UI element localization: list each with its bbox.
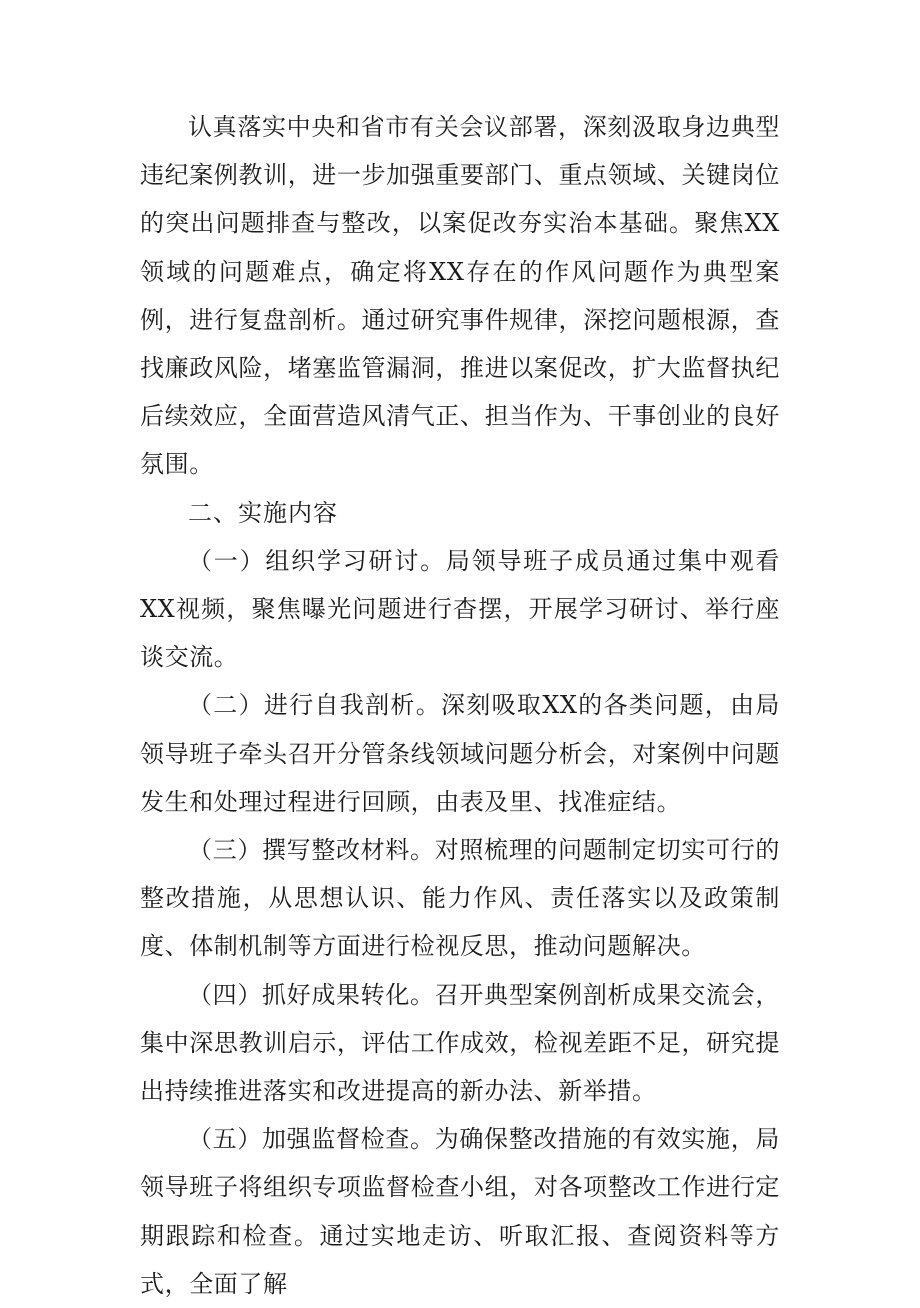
document-page: [140, 103, 780, 1308]
intro-paragraph: 认真落实中央和省市有关会议部署，深刻汲取身边典型违纪案例教训，进一步加强重要部门、重点领域、关键岗位的突出问题排查与整改，以案促改夯实治本基础。聚焦XX领域的问题难点，确定将XX存在的作风问题作为典型案例，进行复盘剖析。通过研究事件规律，深挖问题根源，查找廉政风险，堵塞监管漏洞，推进以案促改，扩大监督执纪后续效应，全面营造风清气正、担当作为、干事创业的良好氛围。: [140, 113, 780, 479]
item-paragraph-1: （一）组织学习研讨。局领导班子成员通过集中观看XX视频，聚焦曝光问题进行杳摆，开展学习研讨、举行座谈交流。: [140, 546, 780, 672]
section-heading: 二、实施内容: [188, 498, 338, 527]
item-paragraph-3: （三）撰写整改材料。对照梳理的问题制定切实可行的整改措施，从思想认识、能力作风、责任落实以及政策制度、体制机制等方面进行检视反思，推动问题解决。: [140, 836, 780, 961]
item-paragraph-2: （二）进行自我剖析。深刻吸取XX的各类问题，由局领导班子牵头召开分管条线领域问题分析会，对案例中问题发生和处理过程进行回顾，由表及里、找准症结。: [140, 691, 780, 816]
item-paragraph-5: （五）加强监督检查。为确保整改措施的有效实施，局领导班子将组织专项监督检查小组，对各项整改工作进行定期跟踪和检查。通过实地走访、听取汇报、查阅资料等方式，全面了解: [140, 1125, 780, 1298]
item-paragraph-4: （四）抓好成果转化。召开典型案例剖析成果交流会，集中深思教训启示，评估工作成效，检视差距不足，研究提出持续推进落实和改进提高的新办法、新举措。: [140, 980, 780, 1106]
